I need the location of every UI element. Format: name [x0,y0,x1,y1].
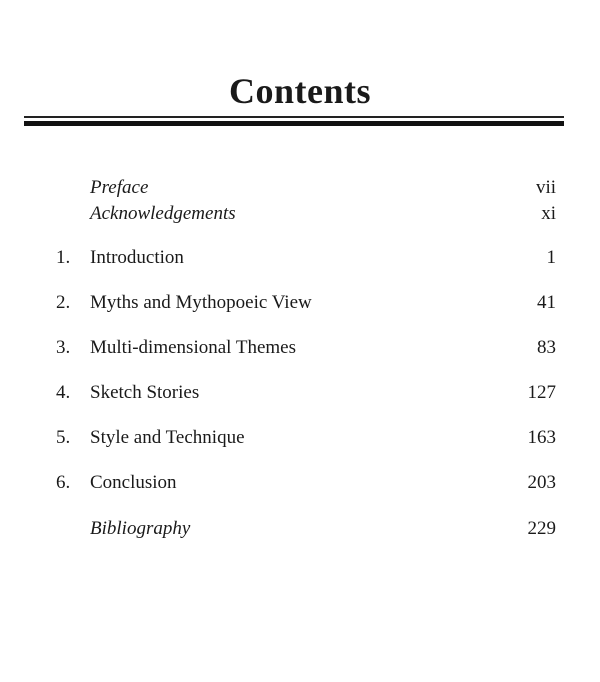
toc-entry-number: 1. [56,247,71,268]
title-rule-thin [24,116,564,118]
toc-entry-chapter-5 [0,425,600,451]
toc-entry-page: 1 [546,247,556,268]
toc-entry-label: Bibliography [90,518,191,539]
toc-entry-preface [0,175,600,201]
toc-entry-chapter-1 [0,245,600,271]
toc-entry-label: Myths and Mythopoeic View [90,292,312,313]
toc-entry-label: Sketch Stories [90,382,200,403]
toc-entry-page: 163 [527,427,556,448]
toc-entry-chapter-3 [0,335,600,361]
toc-entry-page: vii [535,177,556,198]
toc-entry-page: 229 [527,518,556,539]
toc-entry-page: 203 [527,472,556,493]
toc-entry-number: 6. [56,472,71,493]
toc-entry-number: 2. [56,292,71,313]
toc-entry-label: Preface [90,177,149,198]
toc-entry-page: 41 [537,292,556,313]
toc-entry-chapter-6 [0,470,600,496]
title-rule-thick [24,121,564,126]
toc-entry-label: Multi-dimensional Themes [90,337,296,358]
toc-entry-label: Introduction [90,247,184,268]
toc-entry-page: 127 [527,382,556,403]
toc-entry-label: Conclusion [90,472,177,493]
toc-entry-chapter-4 [0,380,600,406]
toc-entry-number: 3. [56,337,71,358]
toc-entry-page: 83 [537,337,556,358]
toc-entry-acknowledgements [0,201,600,227]
toc-entry-bibliography [0,516,600,542]
toc-entry-number: 4. [56,382,71,403]
page-title: Contents [228,71,371,111]
toc-entry-page: xi [541,203,556,224]
toc-entry-label: Style and Technique [90,427,245,448]
toc-entry-label: Acknowledgements [90,203,236,224]
toc-entry-number: 5. [56,427,71,448]
toc-entry-chapter-2 [0,290,600,316]
